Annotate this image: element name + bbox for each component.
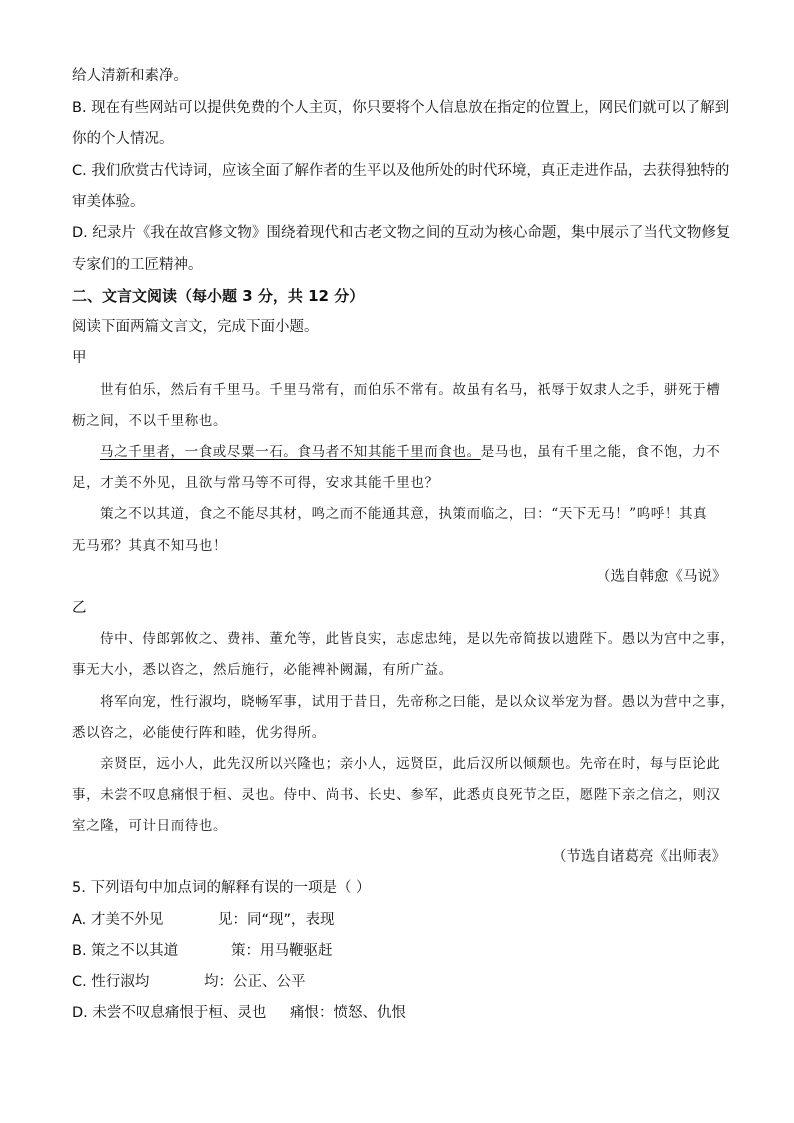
yi-p2-line2: 悉以咨之，必能使行阵和睦，优劣得所。 [72,725,326,741]
yi-p3-line2: 事，未尝不叹息痛恨于桓、灵也。侍中、尚书、长史、参军，此悉贞良死节之臣，愿陛下亲之信之，则汉 [72,787,721,803]
q5-option-a [72,910,163,930]
yi-p1-line1: 侍中、侍郎郭攸之、费祎、董允等，此皆良实，志虑忠纯，是以先帝简拔以遗陛下。愚以为宫中之事， [100,631,735,647]
option-a-tail: 给人清新和素净。 [72,68,188,84]
option-d-line2: 专家们的工匠精神。 [72,257,203,273]
q5-option-b: B. 策之不以其道 [72,943,179,959]
q5-c-explanation: 均：公正、公平 [204,974,306,990]
jia-p1-line1: 世有伯乐，然后有千里马。千里马常有，而伯乐不常有。故虽有名马，祇辱于奴隶人之手，骈死于槽 [100,382,721,398]
option-c-line1: C. 我们欣赏古代诗词，应该全面了解作者的生平以及他所处的时代环境，真正走进作品，去获得独特的 [72,163,730,179]
text-jia-label: 甲 [72,350,87,366]
jia-p1-line2: 枥之间，不以千里称也。 [72,413,228,429]
jia-p2-line2: 足，才美不外见，且欲与常马等不可得，安求其能千里也？ [72,475,439,491]
yi-p1-line2: 事无大小，悉以咨之，然后施行，必能裨补阙漏，有所广益。 [72,662,453,678]
yi-p3-line1: 亲贤臣，远小人，此先汉所以兴隆也；亲小人，远贤臣，此后汉所以倾颓也。先帝在时，每与臣论此 [100,756,721,772]
q5-a-text: A. 才美不外见 [72,912,164,928]
q5-option-d: D. 未尝不叹息痛恨于桓、灵也 [72,1005,267,1021]
option-b-line1: B. 现在有些网站可以提供免费的个人主页，你只要将个人信息放在指定的位置上，网民们就可以了解到 [72,100,730,116]
yi-p2-line1: 将军向宠，性行淑均，晓畅军事，试用于昔日，先帝称之曰能，是以众议举宠为督。愚以为营中之事， [100,694,735,710]
option-b-line2: 你的个人情况。 [72,131,174,147]
q5-option-c: C. 性行淑均 [72,974,150,990]
yi-p3-line3: 室之隆，可计日而待也。 [72,818,228,834]
jia-p2-line1-rest: 是马也，虽有千里之能，食不饱，力不 [480,444,721,460]
section-instruction: 阅读下面两篇文言文，完成下面小题。 [72,319,319,335]
text-yi-label: 乙 [72,600,87,616]
jia-p3-line2: 无马邪？其真不知马也！ [72,538,228,554]
underlined-sentence: 马之千里者，一食或尽粟一石。食马者不知其能千里而食也。 [100,444,481,460]
option-c-line2: 审美体验。 [72,194,145,210]
jia-p2-line1 [100,442,720,462]
yi-source: （节选自诸葛亮《出师表》 [552,849,726,865]
jia-source: （选自韩愈《马说》 [596,569,727,585]
q5-d-explanation: 痛恨：愤怒、仇恨 [290,1005,406,1021]
section-heading: 二、文言文阅读（每小题 3 分，共 12 分） [72,287,365,305]
q5-a-explanation: 见：同“现”，表现 [218,912,335,928]
q5-b-explanation: 策：用马鞭驱赶 [231,943,333,959]
option-d-line1: D. 纪录片《我在故宫修文物》围绕着现代和古老文物之间的互动为核心命题，集中展示了当代文物修复 [72,225,731,241]
question-5-stem: 5. 下列语句中加点词的解释有误的一项是（ ） [72,880,371,896]
jia-p3-line1: 策之不以其道，食之不能尽其材，鸣之而不能通其意，执策而临之，曰：“天下无马！”呜呼！其真 [100,506,708,522]
